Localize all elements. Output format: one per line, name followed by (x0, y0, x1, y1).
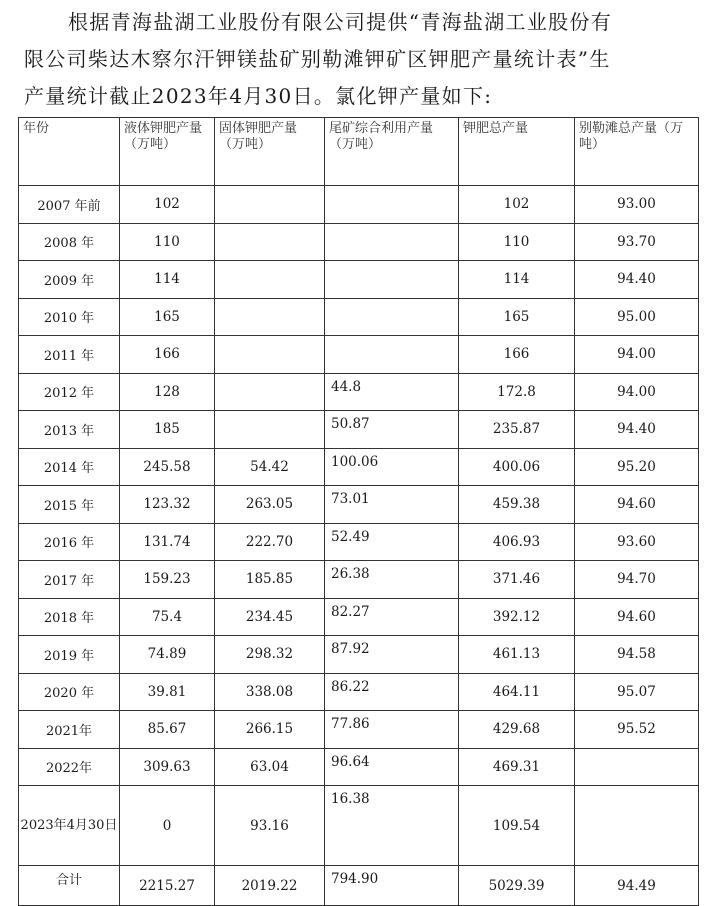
cell-year: 2011 年 (19, 336, 120, 374)
cell-liquid: 85.67 (120, 711, 215, 749)
table-row (19, 298, 699, 336)
cell-bieletan (575, 748, 699, 786)
cell-year: 2016 年 (19, 523, 120, 561)
cell-solid (215, 336, 325, 374)
cell-year: 2020 年 (19, 673, 120, 711)
cell-tailings: 82.27 (325, 598, 459, 636)
cell-solid (215, 373, 325, 411)
cell-tailings (325, 186, 459, 224)
cell-total: 5029.39 (459, 866, 575, 906)
cell-total: 461.13 (459, 636, 575, 674)
cell-solid: 54.42 (215, 448, 325, 486)
cell-tailings (325, 223, 459, 261)
cell-total: 102 (459, 186, 575, 224)
table-row (19, 598, 699, 636)
cell-tailings (325, 336, 459, 374)
cell-tailings: 26.38 (325, 561, 459, 599)
header-liquid: 液体钾肥产量（万吨） (120, 118, 215, 186)
table-row (19, 673, 699, 711)
header-year: 年份 (19, 118, 120, 186)
cell-year: 2017 年 (19, 561, 120, 599)
cell-solid (215, 298, 325, 336)
cell-total: 459.38 (459, 486, 575, 524)
cell-total: 235.87 (459, 411, 575, 449)
table-row (19, 711, 699, 749)
cell-bieletan: 94.60 (575, 598, 699, 636)
cell-total: 371.46 (459, 561, 575, 599)
cell-year: 2019 年 (19, 636, 120, 674)
cell-solid: 185.85 (215, 561, 325, 599)
cell-total: 464.11 (459, 673, 575, 711)
header-solid: 固体钾肥产量（万吨） (215, 118, 325, 186)
cell-total: 166 (459, 336, 575, 374)
cell-year: 2008 年 (19, 223, 120, 261)
cell-solid (215, 261, 325, 299)
header-tailings: 尾矿综合利用产量（万吨） (325, 118, 459, 186)
cell-year: 2018 年 (19, 598, 120, 636)
cell-year: 2023年4月30日 (19, 786, 120, 866)
table-row (19, 636, 699, 674)
cell-liquid: 74.89 (120, 636, 215, 674)
cell-solid: 263.05 (215, 486, 325, 524)
table-row (19, 786, 699, 866)
cell-bieletan: 95.20 (575, 448, 699, 486)
cell-total: 406.93 (459, 523, 575, 561)
cell-liquid: 245.58 (120, 448, 215, 486)
cell-bieletan: 94.40 (575, 261, 699, 299)
intro-paragraph (24, 4, 700, 115)
cell-bieletan: 94.58 (575, 636, 699, 674)
cell-bieletan: 94.00 (575, 336, 699, 374)
cell-tailings (325, 261, 459, 299)
cell-tailings: 794.90 (325, 866, 459, 906)
cell-tailings: 16.38 (325, 786, 459, 866)
cell-total: 110 (459, 223, 575, 261)
cell-liquid: 75.4 (120, 598, 215, 636)
cell-liquid: 0 (120, 786, 215, 866)
table-row (19, 486, 699, 524)
cell-bieletan: 93.60 (575, 523, 699, 561)
cell-bieletan: 94.49 (575, 866, 699, 906)
cell-year: 2007 年前 (19, 186, 120, 224)
cell-bieletan: 95.07 (575, 673, 699, 711)
cell-year: 2021年 (19, 711, 120, 749)
cell-total: 392.12 (459, 598, 575, 636)
table-row (19, 748, 699, 786)
cell-tailings: 96.64 (325, 748, 459, 786)
cell-tailings: 50.87 (325, 411, 459, 449)
cell-total: 469.31 (459, 748, 575, 786)
cell-tailings: 44.8 (325, 373, 459, 411)
cell-tailings: 77.86 (325, 711, 459, 749)
cell-total: 172.8 (459, 373, 575, 411)
cell-liquid: 185 (120, 411, 215, 449)
cell-solid: 63.04 (215, 748, 325, 786)
cell-tailings: 87.92 (325, 636, 459, 674)
cell-year: 2014 年 (19, 448, 120, 486)
cell-liquid: 102 (120, 186, 215, 224)
cell-liquid: 166 (120, 336, 215, 374)
cell-bieletan: 94.00 (575, 373, 699, 411)
cell-liquid: 128 (120, 373, 215, 411)
table-row (19, 223, 699, 261)
table-row (19, 561, 699, 599)
cell-total: 400.06 (459, 448, 575, 486)
cell-tailings: 73.01 (325, 486, 459, 524)
cell-year: 2010 年 (19, 298, 120, 336)
table-row (19, 523, 699, 561)
cell-total: 109.54 (459, 786, 575, 866)
table-row (19, 261, 699, 299)
cell-liquid: 39.81 (120, 673, 215, 711)
cell-solid: 2019.22 (215, 866, 325, 906)
cell-bieletan: 93.70 (575, 223, 699, 261)
cell-year: 2009 年 (19, 261, 120, 299)
intro-line-1: 根据青海盐湖工业股份有限公司提供“青海盐湖工业股份有 (68, 10, 613, 34)
cell-solid: 298.32 (215, 636, 325, 674)
table-row (19, 411, 699, 449)
cell-solid: 234.45 (215, 598, 325, 636)
cell-year: 2022年 (19, 748, 120, 786)
cell-bieletan: 95.00 (575, 298, 699, 336)
cell-total: 114 (459, 261, 575, 299)
cell-tailings: 86.22 (325, 673, 459, 711)
cell-liquid: 309.63 (120, 748, 215, 786)
cell-bieletan: 94.70 (575, 561, 699, 599)
cell-tailings: 52.49 (325, 523, 459, 561)
cell-total: 429.68 (459, 711, 575, 749)
cell-liquid: 114 (120, 261, 215, 299)
table-row (19, 448, 699, 486)
cell-bieletan: 94.40 (575, 411, 699, 449)
cell-bieletan: 95.52 (575, 711, 699, 749)
cell-solid: 266.15 (215, 711, 325, 749)
cell-solid (215, 186, 325, 224)
total-row (19, 866, 699, 906)
potash-production-table (18, 117, 699, 906)
table-row (19, 373, 699, 411)
cell-year: 2015 年 (19, 486, 120, 524)
cell-bieletan: 93.00 (575, 186, 699, 224)
cell-total: 165 (459, 298, 575, 336)
cell-liquid: 165 (120, 298, 215, 336)
cell-liquid: 2215.27 (120, 866, 215, 906)
cell-liquid: 110 (120, 223, 215, 261)
header-total: 钾肥总产量 (459, 118, 575, 186)
table-row (19, 186, 699, 224)
cell-bieletan: 94.60 (575, 486, 699, 524)
cell-tailings: 100.06 (325, 448, 459, 486)
header-bieletan: 别勒滩总产量（万吨） (575, 118, 699, 186)
cell-solid: 93.16 (215, 786, 325, 866)
cell-solid: 338.08 (215, 673, 325, 711)
cell-year: 合计 (19, 866, 120, 906)
header-row (19, 118, 699, 186)
cell-solid (215, 411, 325, 449)
cell-year: 2013 年 (19, 411, 120, 449)
cell-liquid: 123.32 (120, 486, 215, 524)
intro-line-3: 产量统计截止2023年4月30日。氯化钾产量如下: (24, 84, 493, 108)
cell-bieletan (575, 786, 699, 866)
cell-liquid: 159.23 (120, 561, 215, 599)
intro-line-2: 限公司柴达木察尔汗钾镁盐矿别勒滩钾矿区钾肥产量统计表”生 (24, 47, 611, 71)
cell-solid (215, 223, 325, 261)
cell-tailings (325, 298, 459, 336)
cell-solid: 222.70 (215, 523, 325, 561)
cell-year: 2012 年 (19, 373, 120, 411)
table-row (19, 336, 699, 374)
cell-liquid: 131.74 (120, 523, 215, 561)
